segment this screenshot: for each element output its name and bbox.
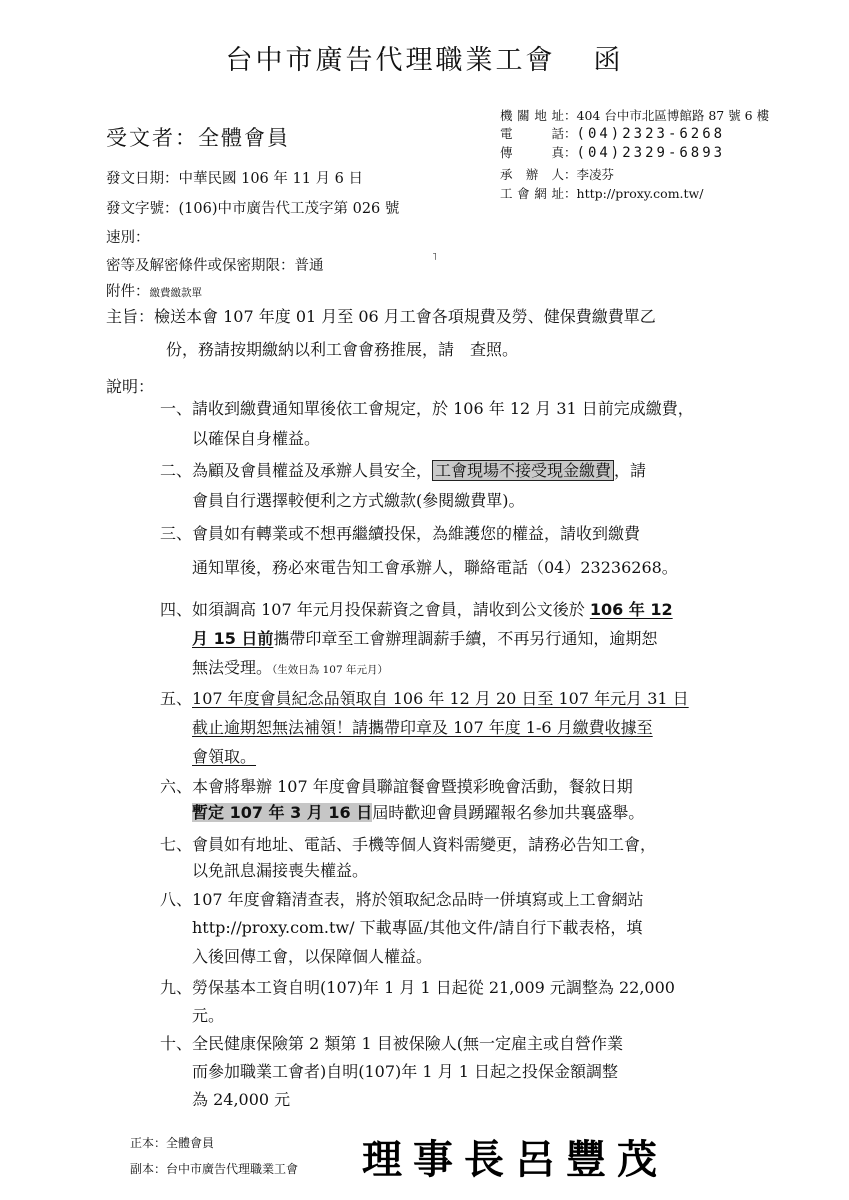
item-6-line-2 bbox=[192, 800, 644, 823]
issue-date bbox=[106, 167, 363, 188]
item-5-text-1: 107 年度會員紀念品領取自 106 年 12 月 20 日至 107 年元月 31 日 bbox=[192, 689, 689, 708]
item-1-line-2: 以確保自身權益。 bbox=[192, 429, 321, 448]
item-4-deadline-part-1: 106 年 12 bbox=[589, 600, 673, 619]
issue-date-label: 發文日期： bbox=[106, 171, 179, 187]
fax-label: 傳 真 bbox=[500, 145, 564, 160]
item-3-line-2: 通知單後，務必來電告知工會承辦人，聯絡電話（04）23236268。 bbox=[192, 558, 678, 577]
item-4-effective-note: （生效日為 107 年元月） bbox=[272, 664, 388, 676]
phone-label: 電 話 bbox=[500, 126, 564, 141]
item-7-line-2: 以免訊息漏接喪失權益。 bbox=[192, 861, 369, 880]
item-3-number: 三、 bbox=[160, 524, 193, 543]
org-name: 台中市廣告代理職業工會 bbox=[225, 45, 556, 76]
item-4-line-2 bbox=[192, 626, 657, 649]
item-8-number: 八、 bbox=[160, 890, 193, 909]
copy-recipient bbox=[130, 1160, 298, 1177]
item-4-text-2b: 攜帶印章至工會辦理調薪手續，不再另行通知，逾期恕 bbox=[273, 629, 658, 648]
attachment bbox=[106, 280, 202, 301]
item-5-number: 五、 bbox=[160, 689, 193, 708]
item-2-text-1b: ，請 bbox=[614, 461, 647, 480]
contact-phone: 電 話：(04)2323-6268 bbox=[500, 126, 726, 142]
item-4-text-3: 無法受理。 bbox=[192, 658, 273, 677]
item-5-line-1 bbox=[160, 686, 689, 709]
item-10-number: 十、 bbox=[160, 1034, 193, 1053]
phone-value: (04)2323-6268 bbox=[576, 126, 726, 142]
item-8-text-1: 107 年度會籍清查表，將於領取紀念品時一併填寫或上工會網站 bbox=[192, 890, 644, 909]
item-3-text-1: 會員如有轉業或不想再繼續投保，為維護您的權益，請收到繳費 bbox=[192, 524, 641, 543]
explanation-label: 說明： bbox=[106, 377, 155, 396]
item-6-line-1 bbox=[160, 774, 633, 797]
item-2-text-1a: 為顧及會員權益及承辦人員安全， bbox=[192, 461, 433, 480]
document-number-label: 發文字號： bbox=[106, 201, 179, 217]
item-7-text-1: 會員如有地址、電話、手機等個人資料需變更，請務必告知工會， bbox=[192, 835, 657, 854]
fax-value: (04)2329-6893 bbox=[576, 145, 726, 161]
item-1-number: 一、 bbox=[160, 399, 193, 418]
secrecy-value: 普通 bbox=[294, 258, 324, 274]
item-10-text-1: 全民健康保險第 2 類第 1 目被保險人(無一定雇主或自營作業 bbox=[192, 1034, 623, 1053]
document-number bbox=[106, 197, 399, 218]
doc-type: 函 bbox=[593, 45, 624, 76]
item-4-number: 四、 bbox=[160, 600, 193, 619]
dinner-date-highlight: 暫定 107 年 3 月 16 日 bbox=[192, 803, 373, 822]
item-4-line-3 bbox=[192, 655, 388, 678]
item-3-line-1 bbox=[160, 521, 640, 544]
no-cash-notice-box: 工會現場不接受現金繳費 bbox=[432, 460, 614, 481]
subject-line-2: 份，務請按期繳納以利工會會務推展，請 查照。 bbox=[166, 340, 519, 359]
item-2-number: 二、 bbox=[160, 461, 193, 480]
contact-address: 機關地址：404 台中市北區博館路 87 號 6 樓 bbox=[500, 108, 770, 123]
website-value: http://proxy.com.tw/ bbox=[576, 186, 704, 201]
original-label: 正本： bbox=[130, 1136, 167, 1150]
item-7-number: 七、 bbox=[160, 835, 193, 854]
item-9-number: 九、 bbox=[160, 978, 193, 997]
address-value: 404 台中市北區博館路 87 號 6 樓 bbox=[576, 108, 770, 123]
scan-mark: ˥ bbox=[432, 252, 437, 263]
contact-website: 工會網址：http://proxy.com.tw/ bbox=[500, 186, 704, 201]
chairman-signature-stamp: 理事長呂豐茂 bbox=[362, 1136, 668, 1183]
speed-label: 速別： bbox=[106, 230, 150, 246]
item-4-line-1 bbox=[160, 597, 673, 620]
item-2-line-1 bbox=[160, 458, 646, 481]
document-number-value: (106)中市廣告代工茂字第 026 號 bbox=[178, 201, 400, 217]
item-5-line-2: 截止逾期恕無法補領！請攜帶印章及 107 年度 1-6 月繳費收據至 bbox=[192, 718, 653, 737]
item-6-text-1: 本會將舉辦 107 年度會員聯誼餐會暨摸彩晚會活動，餐敘日期 bbox=[192, 777, 633, 796]
document-title bbox=[0, 38, 849, 77]
subject-line-1 bbox=[106, 304, 656, 327]
address-label: 機關地址 bbox=[500, 108, 564, 123]
item-7-line-1 bbox=[160, 832, 656, 855]
website-label: 工會網址 bbox=[500, 186, 564, 201]
secrecy-label: 密等及解密條件或保密期限： bbox=[106, 258, 295, 274]
item-9-line-1 bbox=[160, 975, 675, 998]
copy-value: 台中市廣告代理職業工會 bbox=[166, 1162, 299, 1176]
subject-text-1: 檢送本會 107 年度 01 月至 06 月工會各項規費及勞、健保費繳費單乙 bbox=[154, 307, 656, 326]
item-8-line-1 bbox=[160, 887, 644, 910]
item-6-text-2b: 屆時歡迎會員踴躍報名參加共襄盛舉。 bbox=[372, 803, 645, 822]
item-9-line-2: 元。 bbox=[192, 1006, 225, 1025]
handler-label: 承 辦 人 bbox=[500, 167, 564, 182]
subject-label: 主旨： bbox=[106, 307, 155, 326]
item-1-line-1 bbox=[160, 396, 694, 419]
speed bbox=[106, 226, 150, 247]
contact-handler: 承 辦 人：李凌芬 bbox=[500, 167, 615, 182]
item-5-line-3: 會領取。 bbox=[192, 747, 257, 766]
item-8-line-3: 入後回傳工會，以保障個人權益。 bbox=[192, 947, 433, 966]
item-1-text-1: 請收到繳費通知單後依工會規定，於 106 年 12 月 31 日前完成繳費， bbox=[192, 399, 694, 418]
attachment-label: 附件： bbox=[106, 284, 150, 300]
copy-label: 副本： bbox=[130, 1162, 167, 1176]
issue-date-value: 中華民國 106 年 11 月 6 日 bbox=[178, 171, 364, 187]
item-9-text-1: 勞保基本工資自明(107)年 1 月 1 日起從 21,009 元調整為 22,000 bbox=[192, 978, 675, 997]
item-10-line-1 bbox=[160, 1031, 623, 1054]
contact-fax: 傳 真：(04)2329-6893 bbox=[500, 145, 726, 161]
item-4-text-1a: 如須調高 107 年元月投保薪資之會員，請收到公文後於 bbox=[192, 600, 590, 619]
recipient: 受文者：全體會員 bbox=[106, 126, 290, 150]
item-4-deadline-part-2: 月 15 日前 bbox=[192, 629, 274, 648]
attachment-value: 繳費繳款單 bbox=[149, 287, 202, 299]
item-2-line-2: 會員自行選擇較便利之方式繳款(參閱繳費單)。 bbox=[192, 491, 525, 510]
item-10-line-3: 為 24,000 元 bbox=[192, 1090, 291, 1109]
original-value: 全體會員 bbox=[166, 1136, 215, 1150]
handler-value: 李凌芬 bbox=[576, 167, 615, 182]
item-10-line-2: 而參加職業工會者)自明(107)年 1 月 1 日起之投保金額調整 bbox=[192, 1062, 618, 1081]
item-8-line-2: http://proxy.com.tw/ 下載專區/其他文件/請自行下載表格，填 bbox=[192, 918, 643, 937]
secrecy bbox=[106, 254, 324, 275]
item-6-number: 六、 bbox=[160, 777, 193, 796]
original-recipient bbox=[130, 1134, 214, 1151]
